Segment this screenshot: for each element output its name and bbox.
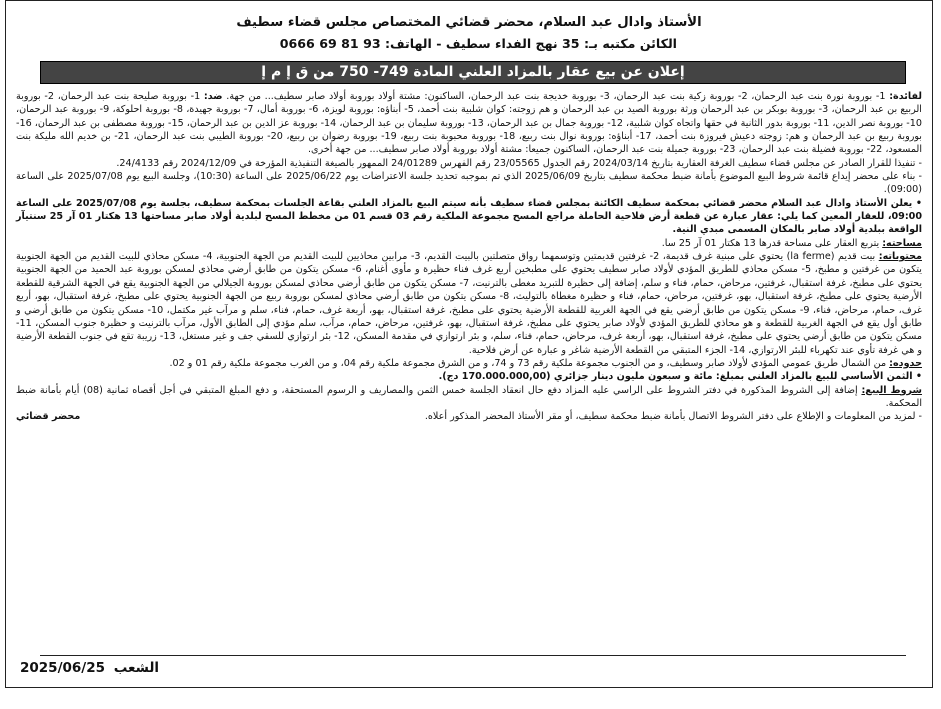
- decision-1: - تنفيذا للقرار الصادر عن مجلس قضاء سطيف الغرفة العقارية بتاريخ 2024/03/14 رقم الجدول 23/05565 رقم الفهرس 24/01289 الممهور بالصيغة التنفيذية المؤرخة في 2024/12/09 رقم 24/4133.: [116, 157, 922, 169]
- conditions-paragraph: [16, 384, 922, 411]
- beneficiaries-label: لفائدة:: [889, 91, 922, 102]
- notice-body: [16, 90, 922, 424]
- against-text: 1- بوروبة صليحة بنت عبد الرحمان، 2- بوروبة الربيع بن عبد الرحمان، 3- بوروبة بوبكر بن عبد الرحمان ورثة بوروبة الصيد بن عبد الرحمان و هم زوجته: كوان شلبية بنت أحمد، 5- أبناؤه: بوروبة لويزة، 6- بوروبة أمال، 7- بوروبة جهيدة، 8- بوروبة احلوكة، 9- بوروبة عبد الرحمان، 10- بوروبة نصر الدين، 11- بوروبة بدور الثانية في حقها واتجاه كوان شلبية، 12- بوروبة جمال بن عبد الرحمان، 13- بوروبة سليمان بن عبد الرحمان، 14- بوروبة عز الدين بن عبد الرحمان، 15- بوروبة مصطفى بن عبد الرحمان، 16- بوروبة ربيع بن عبد الرحمان و هم: زوجته دعيش فيروزة بنت أحمد، 17- أبناؤه: بوروبة نوال بنت ربيع، 18- بوروبة محبوبة بنت ربيع، 19- بوروبة رضوان بن ربيع، 20- بوروبة الطيبي بنت عبد الرحمان، 21- بن خديم الله مليكة بنت المسعود، 22- بوروبة فضيلة بنت عبد الرحمان، 23- بوروبة جميلة بنت عبد الرحمان، الساكنون جميعا: مشتة أولاد بوروبة أولاد صابر سطيف... من جهة أخرى.: [16, 91, 922, 156]
- beneficiaries-text: 1- بوروبة نورة بنت عبد الرحمان، 2- بوروبة زكية بنت عبد الرحمان، 3- بوروبة خديجة بنت عبد الرحمان، الساكنون: مشتة أولاد بوروبة أولاد صابر سطيف... من جهة.: [226, 91, 886, 102]
- contents-paragraph: [16, 250, 922, 357]
- more-info-text: - لمزيد من المعلومات و الإطلاع على دفتر الشروط الاتصال بأمانة ضبط محكمة سطيف، أو مقر الأستاذ المحضر المذكور أعلاه.: [424, 411, 922, 423]
- borders-text: من الشمال طريق عمومي المؤدي لأولاد صابر وسطيف، و من الجنوب مجموعة ملكية رقم 73 و 74، و من الشرق مجموعة ملكية رقم 04، و من الغرب مجموعة ملكية رقم 01 و 02.: [169, 357, 887, 369]
- conditions-text: إضافة إلى الشروط المذكورة في دفتر الشروط على الراسي عليه المزاد دفع حال انعقاد الجلسة خمس الثمن والمصاريف و الرسوم المستحقة، و دفع المبلغ المتبقي في أجل أقصاه ثمانية (08) أيام بأمانة ضبط المحكمة.: [16, 384, 922, 409]
- bailiff-address: الكائن مكتبه بـ: 35 نهج الفداء سطيف - الهاتف: 93 81 69 0666: [279, 36, 677, 51]
- conditions-label: شروط البيع:: [861, 384, 922, 396]
- bailiff-name: الأستاذ وادال عبد السلام، محضر قضائي المختصاص مجلس قضاء سطيف: [236, 15, 702, 30]
- area-paragraph: [16, 237, 922, 250]
- notice-title: إعلان عن بيع عقار بالمزاد العلني المادة 749- 750 من ق إ م إ: [40, 61, 906, 84]
- signature: محضر قضائي: [16, 411, 81, 423]
- sale-announcement: • يعلن الأستاذ وادال عبد السلام محضر قضائي بمحكمة سطيف الكائنة بمجلس قضاء سطيف بأنه سيتم البيع بالمزاد العلني بقاعة الجلسات بمحكمة سطيف، بجلسة يوم 2025/07/08 على الساعة 09:00، للعقار المعين كما يلي: عقار عبارة عن قطعة أرض فلاحية الحاملة مراجع المسح مجموعة الملكية رقم 03 قسم 01 من مخطط المسح لبلدية أولاد صابر مساحتها 13 هكتار 01 آر 25 سنتيآر الواقعة ببلدية أولاد صابر بالمكان المسمى مبدي النية.: [16, 197, 923, 236]
- publication-footer: [20, 660, 163, 676]
- against-label: ضد:: [203, 91, 223, 102]
- more-info: [16, 410, 922, 423]
- decision-2: - بناء على محضر إيداع قائمة شروط البيع الموضوع بأمانة ضبط محكمة سطيف بتاريخ 2025/06/09 الذي تم بموجبه تحديد جلسة الاعتراضات يوم 2025/06/22 على الساعة (10:30)، وجلسة البيع يوم 2025/07/08 على الساعة (09:00).: [16, 171, 923, 196]
- area-label: مساحته:: [882, 237, 922, 249]
- area-text: يتربع العقار على مساحة قدرها 13 هكتار 01 آر 25 سا.: [661, 237, 880, 249]
- borders-label: حدوده:: [889, 357, 922, 369]
- divider: [40, 655, 906, 656]
- borders-paragraph: [16, 357, 922, 370]
- contents-text: بيت قديم (la ferme) يحتوي على مبنية غرف قديمة، 2- غرفتين قديمتين وتوسمهما رواق متصلتين بالبيت القديم، 3- مرابين محاذيين للبيت القديم من الجهة الجنوبية، 4- مسكن محاذي للبيت القديم من الجهة الجنوبية يتكون من غرفتين و مطبخ، 5- مسكن محاذي للطريق المؤدي لأولاد صابر سطيف يحتوي على مطبخين أربع غرف فناء حظيرة و مأوى أغنام، 6- مسكن يتكون من طابق أرضي محاذي لمسكن بوروبة عبد الحميد من الجهة الجنوبية يحتوي على مطبخ، غرفة استقبال، غرفتين، مرحاض، حمام، فناء و سلم، إضافة إلى حظيرة للتبريد مغطى بالترنيت، 7- مسكن يتكون من طابق أرضي محاذي لمسكن بوروبة الجيلالي من الجهة الجنوبية يقع في الجهة الشرقية للقطعة الأرضية يحتوي على مطبخ، غرفة استقبال، بهو، غرفتين، مرحاض، حمام، فناء و حظيرة مغطاة بالتوليث، 8- مسكن يتكون من طابق أرضي محاذي لمسكن بوروبة ربيع من الجهة الجنوبية يحتوي على مطبخ، غرفة استقبال، بهو، أربع غرف، حمام، مرحاض، فناء، 9- مسكن يتكون من طابق أرضي يقع في الجهة الغربية للقطعة الأرضية يحتوي على مطبخ، غرفة استقبال، بهو، أربعة غرف، حمام، فناء، سلم و مرآب غير مكتمل، 10- مسكن يتكون من طابق أرضي و طابق أول يقع في الجهة الغربية للقطعة و هو محاذي للطريق المؤدي لأولاد صابر يحتوي على مطبخ، غرفة استقبال، بهو، غرفتين، مرحاض، حمام، مرآب، سلم مؤدي إلى الطابق الأول، مرآب بالترنيت و حظيرة جنوب المسكن، 11- مسكن يتكون من طابق أرضي يحتوي على مطبخ، غرفة استقبال، بهو، أربعة غرف، مرحاض، حمام، فناء، سلم، و بئر ارتوازي في مقدمة المسكن، 12- بئر ارتوازي للسقي جف و غير مستغل، 13- زريبة تقع في جنوب القطعة الأرضية و هي غرفة تأوي عند تكهرباء للبئر الارتوازي، 14- الجزء المتبقي من القطعة الأرضية شاغر و عبارة عن أرض فلاحية.: [16, 251, 923, 356]
- legal-notice: [5, 0, 933, 688]
- base-price: • الثمن الأساسي للبيع بالمزاد العلني بمبلغ: مائة و سبعون مليون دينار جزائري (170.000.000,00 دج).: [438, 371, 922, 383]
- publication-name: الشعب: [113, 660, 160, 676]
- parties-paragraph: [16, 90, 922, 157]
- contents-label: محتوياته:: [878, 251, 922, 263]
- publication-date: 2025/06/25: [20, 660, 106, 676]
